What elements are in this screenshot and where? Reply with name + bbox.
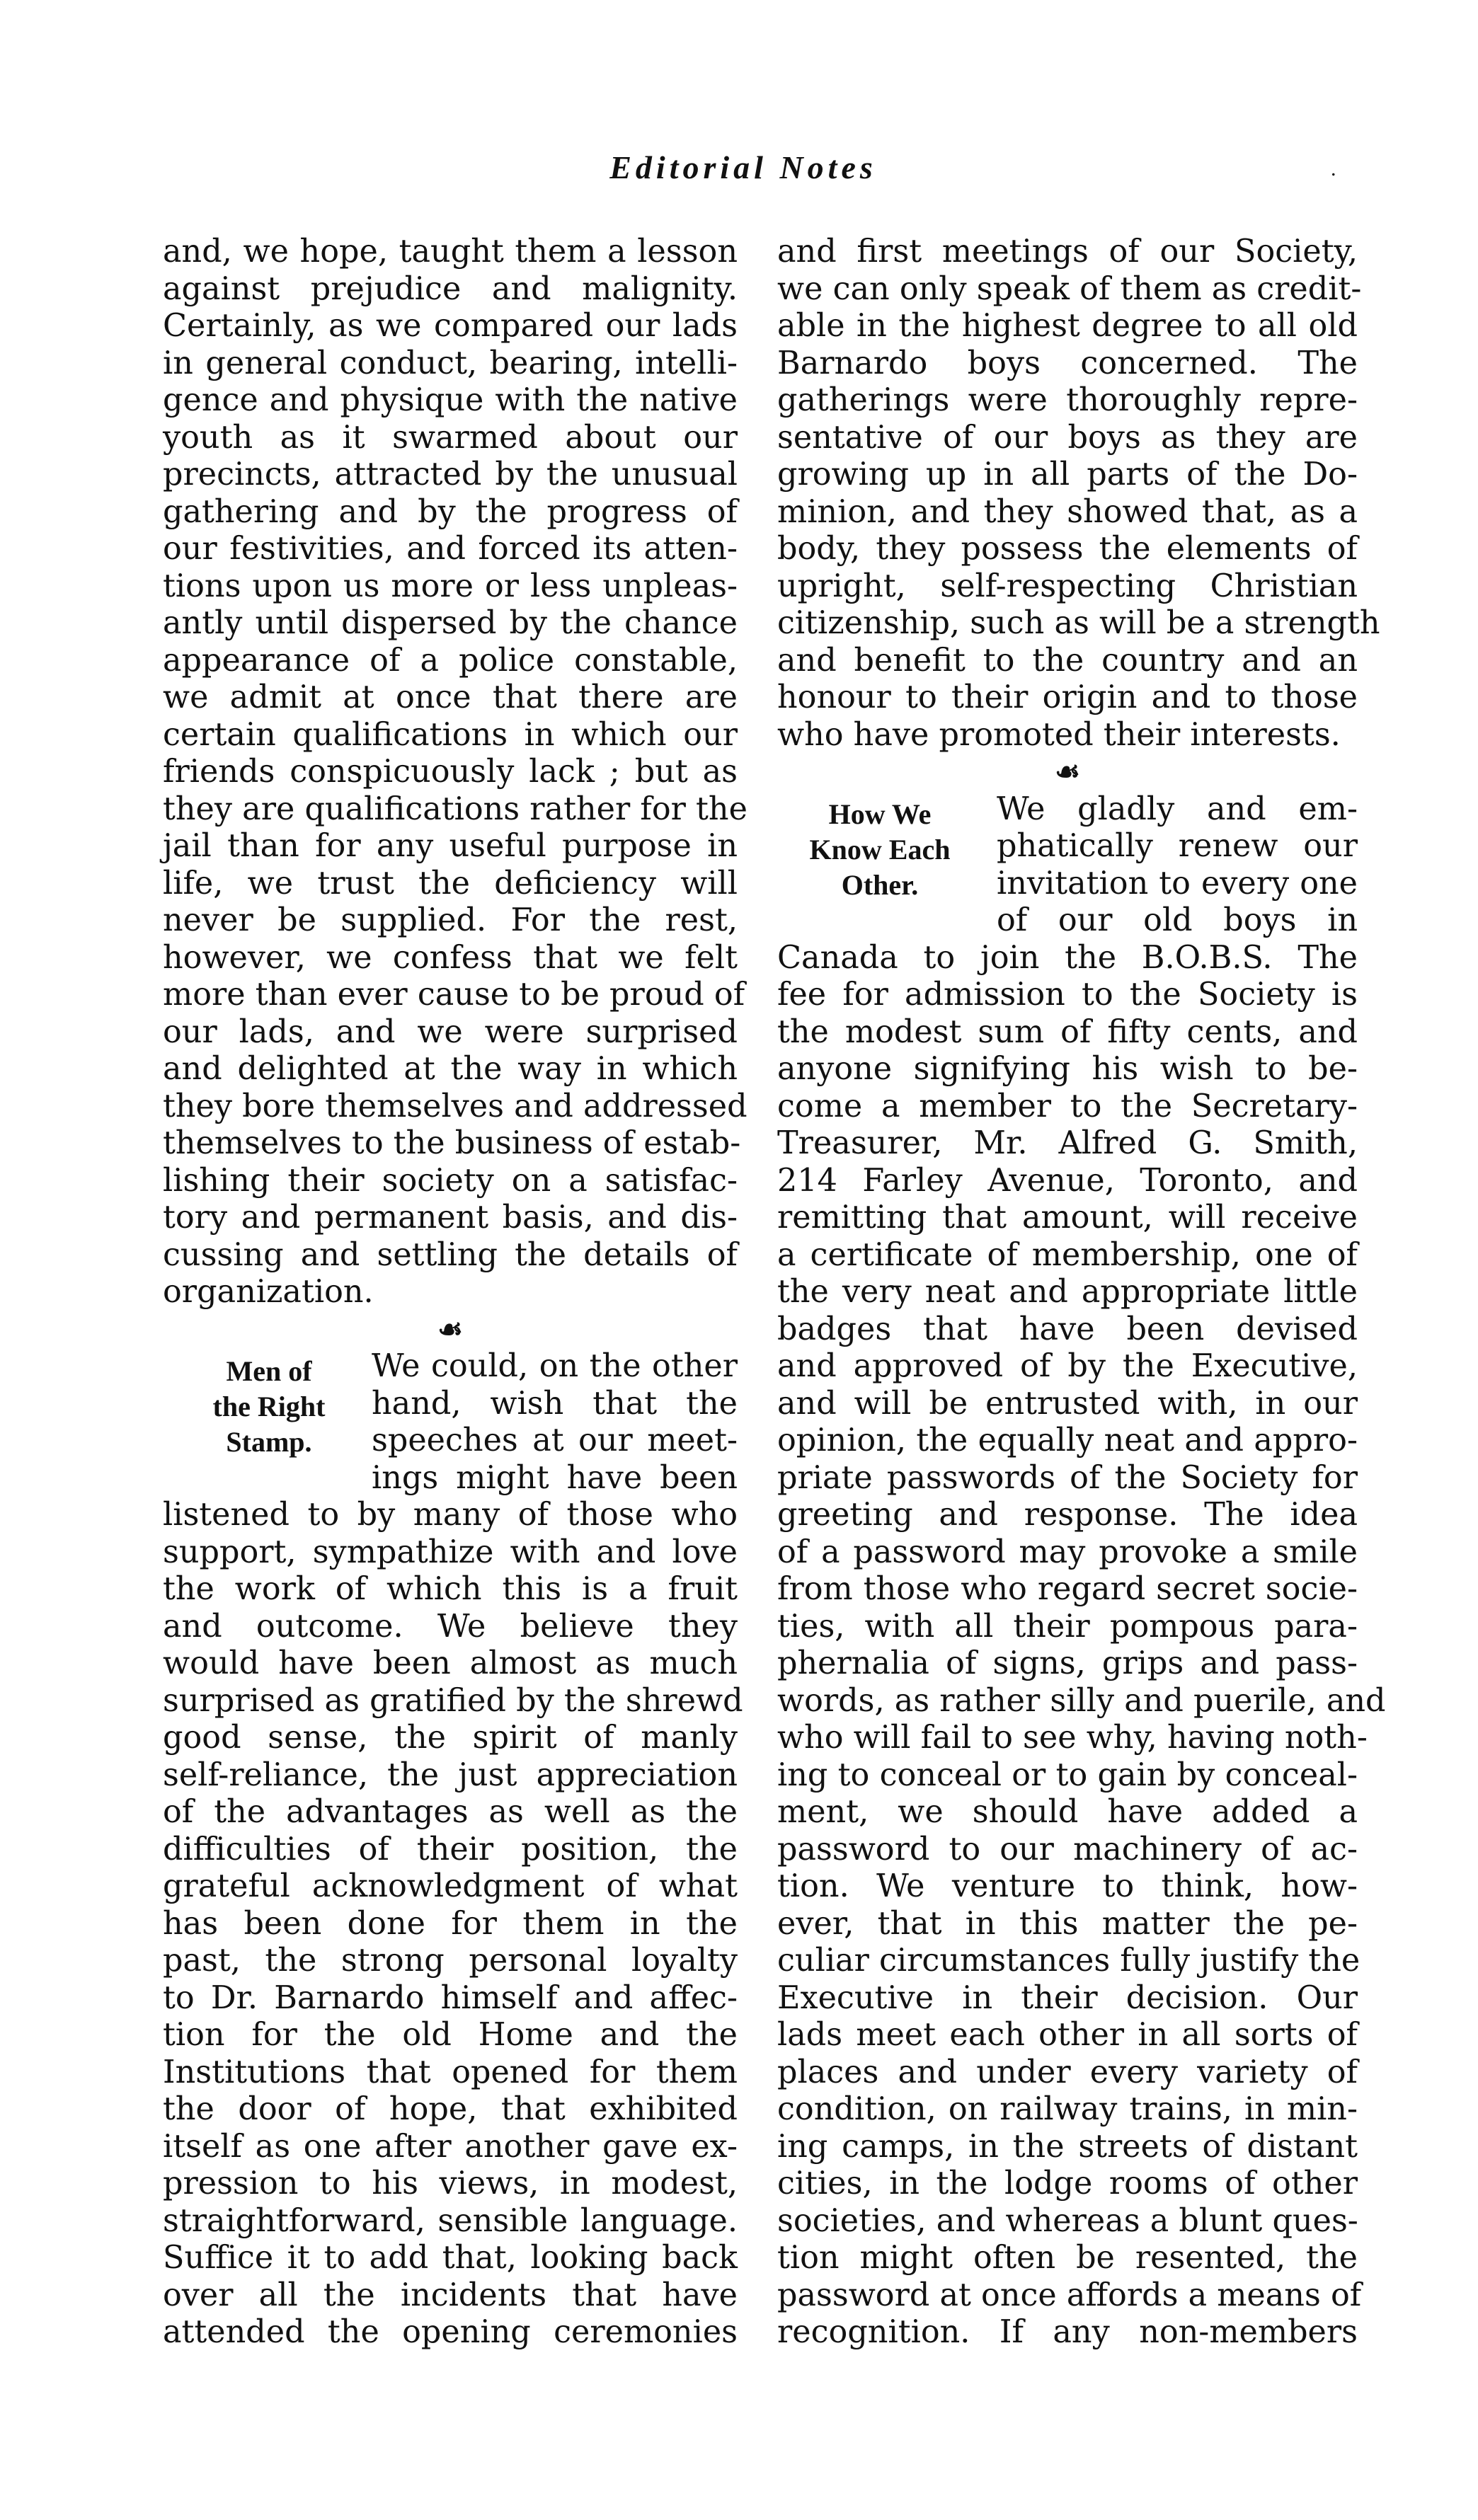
text-line: condition, on railway trains, in min- (777, 2091, 1358, 2127)
side-heading-line: How We (828, 798, 932, 830)
text-line: antly until dispersed by the chance (163, 605, 738, 641)
text-line: phatically renew our (997, 828, 1358, 864)
text-line: and outcome. We believe they (163, 1608, 738, 1645)
text-line: tion. We venture to think, how- (777, 1868, 1358, 1904)
text-line: Certainly, as we compared our lads (163, 308, 738, 344)
text-line: password to our machinery of ac- (777, 1831, 1358, 1868)
text-line: tory and permanent basis, and dis- (163, 1199, 738, 1236)
right-column-text-bottom (777, 939, 1386, 2352)
text-line: they bore themselves and addressed (163, 1088, 747, 1124)
text-line: Executive in their decision. Our (777, 1979, 1358, 2016)
text-line: Treasurer, Mr. Alfred G. Smith, (777, 1125, 1358, 1161)
text-line: password at once affords a means of (777, 2277, 1362, 2313)
text-line: good sense, the spirit of manly (163, 1720, 738, 1756)
text-line: minion, and they showed that, as a (777, 493, 1358, 530)
text-line: anyone signifying his wish to be- (777, 1051, 1358, 1087)
text-line: and, we hope, taught them a lesson (163, 234, 738, 270)
text-line: tion might often be resented, the (777, 2240, 1358, 2276)
text-line: a certificate of membership, one of (777, 1236, 1358, 1273)
text-line: over all the incidents that have (163, 2277, 738, 2313)
text-line: sentative of our boys as they are (777, 419, 1358, 456)
text-line: and benefit to the country and an (777, 642, 1358, 679)
fleuron-ornament: ☙ (1055, 755, 1080, 788)
text-line: able in the highest degree to all old (777, 308, 1358, 344)
page-marker: . (1331, 157, 1336, 180)
text-line: invitation to every one (997, 865, 1358, 902)
text-line: We gladly and em- (997, 790, 1358, 827)
text-line: hand, wish that the (372, 1385, 738, 1422)
text-line: would have been almost as much (163, 1645, 738, 1681)
text-line: of the advantages as well as the (163, 1794, 738, 1830)
text-line: Barnardo boys concerned. The (777, 345, 1358, 381)
text-line: of our old boys in (997, 902, 1358, 938)
text-line: cities, in the lodge rooms of other (777, 2165, 1358, 2202)
text-line: fee for admission to the Society is (777, 977, 1358, 1013)
text-line: places and under every variety of (777, 2054, 1358, 2090)
side-heading-line: Stamp. (226, 1426, 312, 1458)
text-line: lishing their society on a satisfac- (163, 1162, 738, 1199)
right-column (777, 234, 1386, 2352)
text-line: the very neat and appropriate little (777, 1274, 1358, 1310)
text-line: the modest sum of fifty cents, and (777, 1013, 1358, 1050)
text-line: recognition. If any non-members (777, 2314, 1358, 2350)
text-line: grateful acknowledgment of what (163, 1868, 738, 1904)
text-line: ing camps, in the streets of distant (777, 2128, 1358, 2165)
text-line: we admit at once that there are (163, 679, 738, 715)
text-line: friends conspicuously lack ; but as (163, 754, 738, 790)
text-line: growing up in all parts of the Do- (777, 456, 1358, 493)
text-line: in general conduct, bearing, intelli- (163, 345, 738, 381)
text-line: who will fail to see why, having noth- (777, 1720, 1368, 1756)
text-line: gence and physique with the native (163, 382, 738, 418)
text-line: 214 Farley Avenue, Toronto, and (777, 1162, 1358, 1199)
text-line: ings might have been (372, 1459, 738, 1496)
text-line: however, we confess that we felt (163, 939, 738, 976)
text-line: who have promoted their interests. (777, 716, 1341, 753)
side-heading-line: Other. (841, 868, 919, 901)
text-line: upright, self-respecting Christian (777, 568, 1358, 604)
text-line: speeches at our meet- (372, 1422, 738, 1459)
left-column (163, 234, 747, 2352)
text-line: surprised as gratified by the shrewd (163, 1682, 743, 1719)
text-line: tions upon us more or less unpleas- (163, 568, 738, 604)
text-line: citizenship, such as will be a strength (777, 605, 1380, 641)
text-line: Institutions that opened for them (163, 2054, 738, 2090)
text-line: certain qualifications in which our (163, 716, 738, 753)
text-line: ever, that in this matter the pe- (777, 1905, 1358, 1942)
text-line: appearance of a police constable, (163, 642, 738, 679)
text-line: jail than for any useful purpose in (163, 828, 738, 864)
text-line: lads meet each other in all sorts of (777, 2017, 1358, 2053)
text-line: ing to conceal or to gain by conceal- (777, 1756, 1358, 1793)
text-line: more than ever cause to be proud of (163, 977, 745, 1013)
text-line: difficulties of their position, the (163, 1831, 738, 1868)
text-line: honour to their origin and to those (777, 679, 1358, 715)
text-line: gathering and by the progress of (163, 493, 738, 530)
text-line: the door of hope, that exhibited (163, 2091, 738, 2127)
text-line: self-reliance, the just appreciation (163, 1756, 738, 1793)
text-line: ment, we should have added a (777, 1794, 1358, 1830)
text-line: societies, and whereas a blunt ques- (777, 2202, 1358, 2239)
text-line: come a member to the Secretary- (777, 1088, 1358, 1124)
text-line: has been done for them in the (163, 1905, 738, 1942)
text-line: youth as it swarmed about our (163, 419, 738, 456)
text-line: phernalia of signs, grips and pass- (777, 1645, 1358, 1681)
text-line: Canada to join the B.O.B.S. The (777, 939, 1358, 976)
text-line: support, sympathize with and love (163, 1534, 738, 1570)
text-line: greeting and response. The idea (777, 1497, 1358, 1533)
text-line: precincts, attracted by the unusual (163, 456, 738, 493)
text-line: badges that have been devised (777, 1311, 1358, 1347)
side-heading-line: Know Each (809, 833, 951, 865)
text-line: to Dr. Barnardo himself and affec- (163, 1979, 738, 2016)
text-line: of a password may provoke a smile (777, 1534, 1358, 1570)
side-heading-line: the Right (212, 1391, 326, 1422)
text-line: Suffice it to add that, looking back (163, 2240, 738, 2276)
side-heading-line: Men of (226, 1355, 312, 1387)
text-line: opinion, the equally neat and appro- (777, 1422, 1358, 1459)
text-line: ties, with all their pompous para- (777, 1608, 1358, 1645)
text-line: we can only speak of them as credit- (777, 270, 1362, 307)
text-line: body, they possess the elements of (777, 531, 1358, 567)
text-line: the work of which this is a fruit (163, 1571, 738, 1607)
text-line: culiar circumstances fully justify the (777, 1943, 1360, 1979)
left-column-text-top (163, 234, 747, 1311)
text-line: past, the strong personal loyalty (163, 1943, 738, 1979)
text-line: listened to by many of those who (163, 1497, 738, 1533)
text-line: never be supplied. For the rest, (163, 902, 738, 938)
text-line: life, we trust the deficiency will (163, 865, 738, 902)
text-line: and first meetings of our Society, (777, 234, 1358, 270)
text-line: cussing and settling the details of (163, 1236, 738, 1273)
text-line: straightforward, sensible language. (163, 2202, 738, 2239)
text-line: our lads, and we were surprised (163, 1013, 738, 1050)
running-title: Editorial Notes (609, 149, 877, 185)
text-line: against prejudice and malignity. (163, 270, 738, 307)
side-heading-men-of-the-right-stamp (177, 1354, 361, 1460)
text-line: from those who regard secret socie- (777, 1571, 1358, 1607)
side-heading-how-we-know-each-other (777, 797, 983, 903)
text-line: priate passwords of the Society for (777, 1459, 1358, 1496)
right-column-text-top (777, 234, 1380, 754)
text-line: gatherings were thoroughly repre- (777, 382, 1358, 418)
text-line: and delighted at the way in which (163, 1051, 738, 1087)
text-line: words, as rather silly and puerile, and (777, 1682, 1386, 1719)
text-line: itself as one after another gave ex- (163, 2128, 738, 2165)
text-line: they are qualifications rather for the (163, 790, 747, 827)
text-line: and approved of by the Executive, (777, 1348, 1358, 1384)
text-line: attended the opening ceremonies (163, 2314, 738, 2350)
left-column-text-bottom (163, 1497, 743, 2352)
text-line: themselves to the business of estab- (163, 1125, 741, 1161)
text-line: pression to his views, in modest, (163, 2165, 738, 2202)
text-line: tion for the old Home and the (163, 2017, 738, 2053)
text-line: and will be entrusted with, in our (777, 1385, 1358, 1422)
text-line: We could, on the other (372, 1348, 738, 1384)
text-line: organization. (163, 1274, 374, 1310)
text-line: our festivities, and forced its atten- (163, 531, 738, 567)
fleuron-ornament: ☙ (437, 1312, 463, 1346)
text-line: remitting that amount, will receive (777, 1199, 1358, 1236)
